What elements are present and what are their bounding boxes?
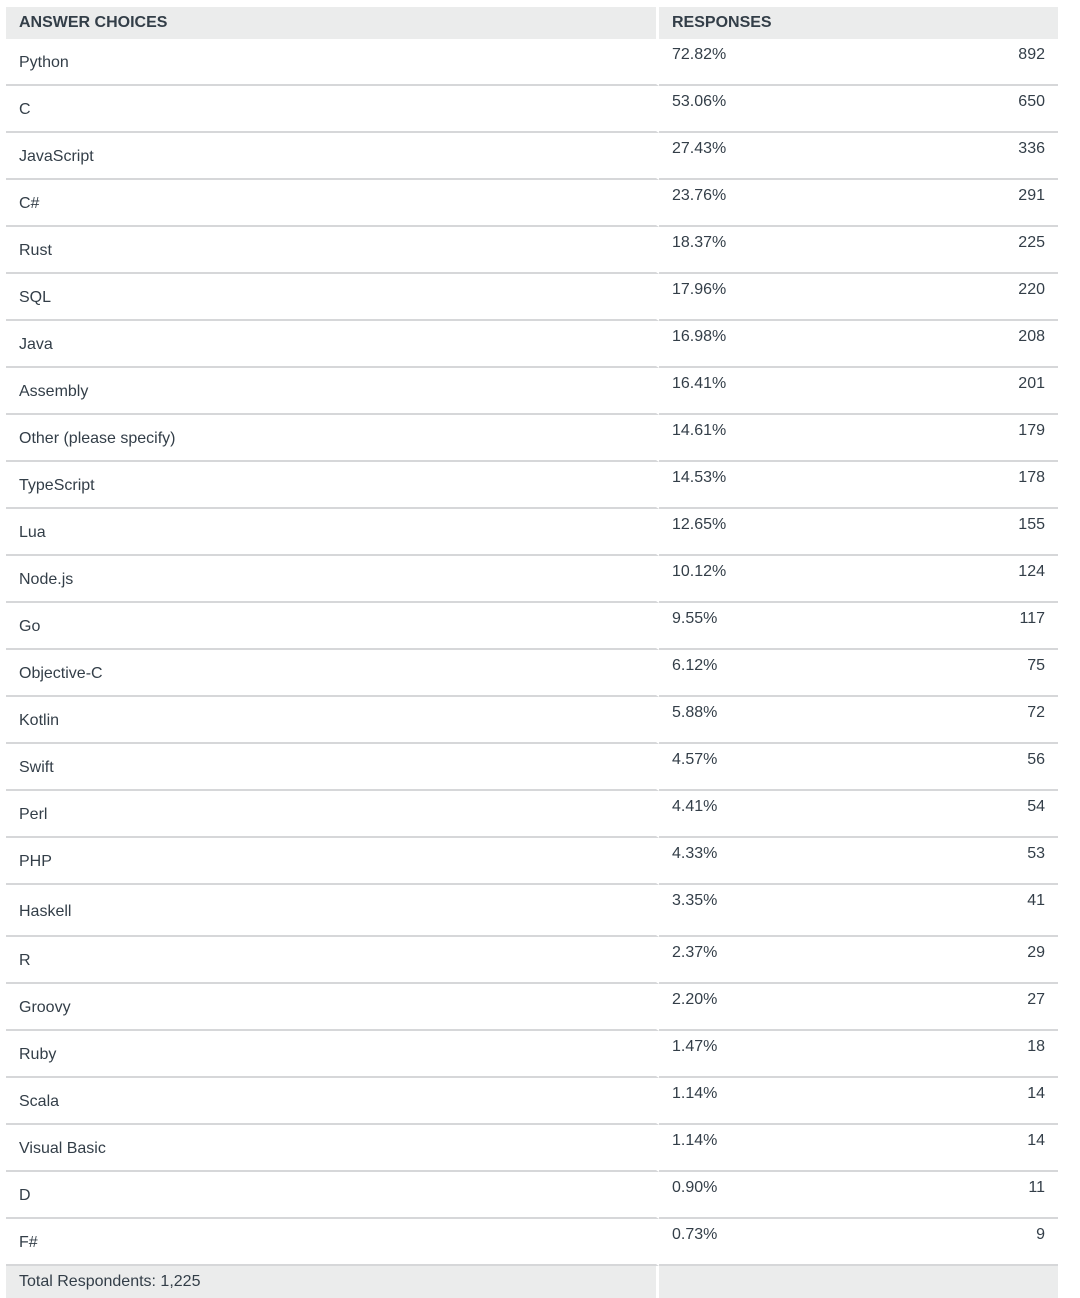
answer-choice: Kotlin	[6, 697, 659, 744]
table-row	[6, 39, 1058, 86]
response-count: 124	[872, 556, 1058, 603]
table-row	[6, 368, 1058, 415]
response-count: 201	[872, 368, 1058, 415]
response-percent: 27.43%	[659, 133, 872, 180]
response-percent: 12.65%	[659, 509, 872, 556]
response-count: 336	[872, 133, 1058, 180]
table-row	[6, 1172, 1058, 1219]
footer-empty-cell	[659, 1266, 1058, 1298]
response-percent: 4.33%	[659, 838, 872, 885]
answer-choices-header: ANSWER CHOICES	[6, 7, 659, 39]
table-row	[6, 133, 1058, 180]
response-percent: 14.53%	[659, 462, 872, 509]
table-row	[6, 1125, 1058, 1172]
answer-choice: JavaScript	[6, 133, 659, 180]
table-body	[6, 39, 1058, 1266]
answer-choice: D	[6, 1172, 659, 1219]
table-row	[6, 509, 1058, 556]
response-count: 220	[872, 274, 1058, 321]
response-count: 225	[872, 227, 1058, 274]
response-count: 291	[872, 180, 1058, 227]
answer-choice: SQL	[6, 274, 659, 321]
response-count: 155	[872, 509, 1058, 556]
response-percent: 9.55%	[659, 603, 872, 650]
answer-choice: Rust	[6, 227, 659, 274]
answer-choice: Ruby	[6, 1031, 659, 1078]
table-row	[6, 744, 1058, 791]
table-header-row	[6, 7, 1058, 39]
response-count: 53	[872, 838, 1058, 885]
table-row	[6, 556, 1058, 603]
answer-choice: Java	[6, 321, 659, 368]
table-row	[6, 937, 1058, 984]
answer-choice: Assembly	[6, 368, 659, 415]
response-percent: 16.41%	[659, 368, 872, 415]
table-row	[6, 227, 1058, 274]
response-percent: 3.35%	[659, 885, 872, 937]
table-row	[6, 321, 1058, 368]
answer-choice: R	[6, 937, 659, 984]
response-count: 18	[872, 1031, 1058, 1078]
response-count: 27	[872, 984, 1058, 1031]
table-row	[6, 885, 1058, 937]
survey-results-table	[6, 7, 1058, 1298]
total-respondents: Total Respondents: 1,225	[6, 1266, 659, 1298]
response-percent: 5.88%	[659, 697, 872, 744]
response-count: 72	[872, 697, 1058, 744]
response-percent: 1.14%	[659, 1078, 872, 1125]
response-count: 9	[872, 1219, 1058, 1266]
response-percent: 0.73%	[659, 1219, 872, 1266]
response-percent: 4.41%	[659, 791, 872, 838]
table-row	[6, 650, 1058, 697]
response-percent: 1.47%	[659, 1031, 872, 1078]
response-count: 56	[872, 744, 1058, 791]
table-row	[6, 1078, 1058, 1125]
response-count: 14	[872, 1078, 1058, 1125]
answer-choice: Swift	[6, 744, 659, 791]
response-percent: 2.37%	[659, 937, 872, 984]
table-row	[6, 274, 1058, 321]
answer-choice: C	[6, 86, 659, 133]
response-count: 29	[872, 937, 1058, 984]
response-percent: 4.57%	[659, 744, 872, 791]
response-count: 11	[872, 1172, 1058, 1219]
response-count: 179	[872, 415, 1058, 462]
response-percent: 72.82%	[659, 39, 872, 86]
table-row	[6, 462, 1058, 509]
response-percent: 1.14%	[659, 1125, 872, 1172]
response-percent: 2.20%	[659, 984, 872, 1031]
answer-choice: Scala	[6, 1078, 659, 1125]
answer-choice: Python	[6, 39, 659, 86]
answer-choice: PHP	[6, 838, 659, 885]
table-row	[6, 1219, 1058, 1266]
answer-choice: Objective-C	[6, 650, 659, 697]
table-row	[6, 838, 1058, 885]
table-row	[6, 415, 1058, 462]
response-count: 892	[872, 39, 1058, 86]
response-count: 650	[872, 86, 1058, 133]
answer-choice: F#	[6, 1219, 659, 1266]
response-percent: 14.61%	[659, 415, 872, 462]
response-percent: 16.98%	[659, 321, 872, 368]
response-percent: 6.12%	[659, 650, 872, 697]
answer-choice: Visual Basic	[6, 1125, 659, 1172]
response-count: 41	[872, 885, 1058, 937]
table-row	[6, 697, 1058, 744]
answer-choice: C#	[6, 180, 659, 227]
response-percent: 10.12%	[659, 556, 872, 603]
answer-choice: Groovy	[6, 984, 659, 1031]
response-count: 117	[872, 603, 1058, 650]
response-count: 14	[872, 1125, 1058, 1172]
table-row	[6, 1031, 1058, 1078]
table-footer-row	[6, 1266, 1058, 1298]
answer-choice: Other (please specify)	[6, 415, 659, 462]
table-row	[6, 791, 1058, 838]
response-percent: 18.37%	[659, 227, 872, 274]
response-percent: 17.96%	[659, 274, 872, 321]
table-row	[6, 984, 1058, 1031]
response-count: 54	[872, 791, 1058, 838]
answer-choice: Haskell	[6, 885, 659, 937]
response-count: 75	[872, 650, 1058, 697]
table-row	[6, 180, 1058, 227]
table-row	[6, 86, 1058, 133]
response-count: 208	[872, 321, 1058, 368]
responses-header: RESPONSES	[659, 7, 1058, 39]
answer-choice: Go	[6, 603, 659, 650]
answer-choice: TypeScript	[6, 462, 659, 509]
response-percent: 53.06%	[659, 86, 872, 133]
answer-choice: Lua	[6, 509, 659, 556]
answer-choice: Node.js	[6, 556, 659, 603]
response-percent: 23.76%	[659, 180, 872, 227]
answer-choice: Perl	[6, 791, 659, 838]
table-row	[6, 603, 1058, 650]
response-percent: 0.90%	[659, 1172, 872, 1219]
response-count: 178	[872, 462, 1058, 509]
